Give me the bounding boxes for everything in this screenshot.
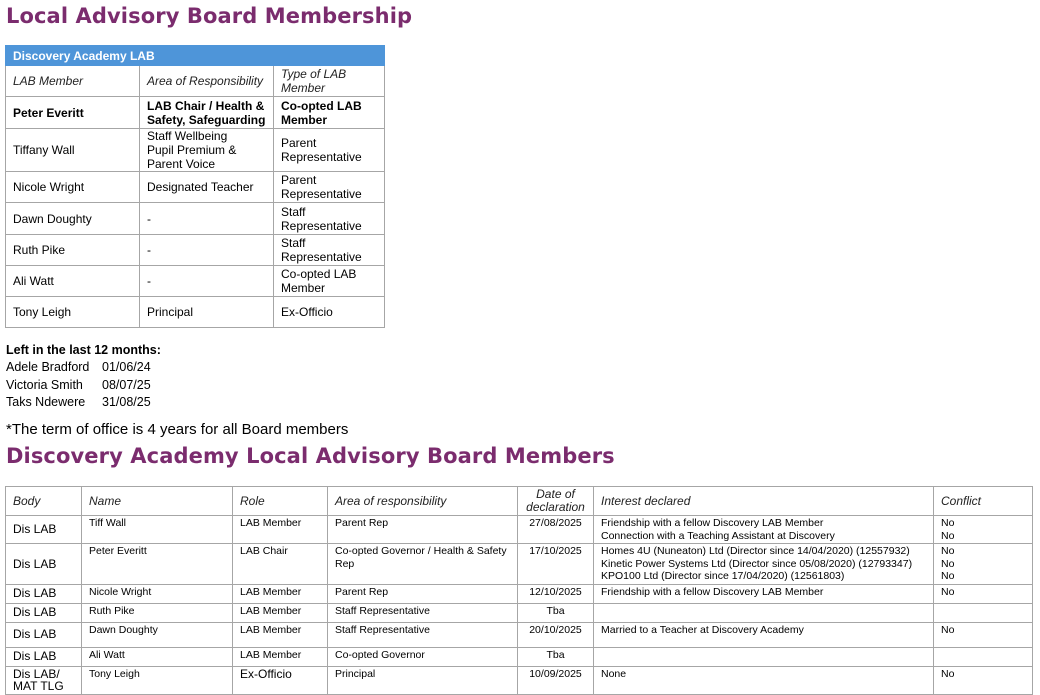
area-cell: Staff Representative: [328, 603, 518, 622]
left-member-date: 01/06/24: [102, 360, 151, 374]
interest-cell: Married to a Teacher at Discovery Academy: [594, 622, 934, 647]
left-member-name: Adele Bradford: [6, 360, 90, 374]
member-name: Nicole Wright: [6, 172, 140, 203]
member-type: Ex-Officio: [274, 297, 385, 328]
list-item: [6, 378, 161, 396]
table-row: [6, 516, 1033, 544]
list-item: [6, 395, 161, 413]
role-cell: LAB Member: [233, 584, 328, 603]
column-header: Conflict: [934, 487, 1033, 516]
member-area: Staff Wellbeing Pupil Premium & Parent Voice: [140, 129, 274, 172]
date-cell: 17/10/2025: [518, 544, 594, 585]
area-cell: Co-opted Governor: [328, 647, 518, 666]
role-cell: LAB Chair: [233, 544, 328, 585]
date-cell: 27/08/2025: [518, 516, 594, 544]
declarations-table: [5, 486, 1033, 695]
table-banner-row: [6, 46, 385, 66]
conflict-cell: No No: [934, 516, 1033, 544]
column-header: Type of LAB Member: [274, 66, 385, 97]
conflict-cell: [934, 647, 1033, 666]
column-header: Area of responsibility: [328, 487, 518, 516]
section-title: Discovery Academy Local Advisory Board Members: [6, 444, 615, 468]
table-header-row: [6, 487, 1033, 516]
member-name: Ali Watt: [6, 266, 140, 297]
member-name: Dawn Doughty: [6, 203, 140, 235]
table-row: [6, 666, 1033, 694]
column-header: LAB Member: [6, 66, 140, 97]
name-cell: Dawn Doughty: [82, 622, 233, 647]
name-cell: Ruth Pike: [82, 603, 233, 622]
member-type: Co-opted LAB Member: [274, 266, 385, 297]
left-member-date: 31/08/25: [102, 395, 151, 409]
member-type: Parent Representative: [274, 172, 385, 203]
table-row: [6, 297, 385, 328]
role-cell: LAB Member: [233, 622, 328, 647]
conflict-cell: No: [934, 622, 1033, 647]
column-header: Area of Responsibility: [140, 66, 274, 97]
term-note: *The term of office is 4 years for all Board members: [6, 421, 349, 438]
member-type: Staff Representative: [274, 235, 385, 266]
interest-cell: [594, 647, 934, 666]
date-cell: 12/10/2025: [518, 584, 594, 603]
name-cell: Tiff Wall: [82, 516, 233, 544]
name-cell: Nicole Wright: [82, 584, 233, 603]
table-row: [6, 544, 1033, 585]
column-header: Name: [82, 487, 233, 516]
conflict-cell: No No No: [934, 544, 1033, 585]
member-type: Staff Representative: [274, 203, 385, 235]
table-row: [6, 647, 1033, 666]
interest-cell: Friendship with a fellow Discovery LAB Member Connection with a Teaching Assistant at Discovery: [594, 516, 934, 544]
list-item: [6, 360, 161, 378]
body-cell: Dis LAB: [6, 603, 82, 622]
table-row: [6, 203, 385, 235]
member-type: Parent Representative: [274, 129, 385, 172]
area-cell: Parent Rep: [328, 584, 518, 603]
member-name: Ruth Pike: [6, 235, 140, 266]
body-cell: Dis LAB: [6, 584, 82, 603]
table-row: [6, 603, 1033, 622]
interest-cell: Friendship with a fellow Discovery LAB Member: [594, 584, 934, 603]
member-area: -: [140, 266, 274, 297]
role-cell: LAB Member: [233, 603, 328, 622]
column-header: Body: [6, 487, 82, 516]
body-cell: Dis LAB: [6, 516, 82, 544]
member-area: Principal: [140, 297, 274, 328]
member-area: LAB Chair / Health & Safety, Safeguarding: [140, 97, 274, 129]
column-header: Role: [233, 487, 328, 516]
member-name: Peter Everitt: [6, 97, 140, 129]
name-cell: Tony Leigh: [82, 666, 233, 694]
member-name: Tony Leigh: [6, 297, 140, 328]
body-cell: Dis LAB: [6, 544, 82, 585]
area-cell: Staff Representative: [328, 622, 518, 647]
role-cell: Ex-Officio: [233, 666, 328, 694]
date-cell: 10/09/2025: [518, 666, 594, 694]
name-cell: Peter Everitt: [82, 544, 233, 585]
left-member-name: Taks Ndewere: [6, 395, 86, 409]
area-cell: Co-opted Governor / Health & Safety Rep: [328, 544, 518, 585]
member-area: -: [140, 203, 274, 235]
table-row: [6, 622, 1033, 647]
body-cell: Dis LAB/ MAT TLG: [6, 666, 82, 694]
table-row: [6, 235, 385, 266]
conflict-cell: No: [934, 584, 1033, 603]
body-cell: Dis LAB: [6, 647, 82, 666]
column-header: Interest declared: [594, 487, 934, 516]
table-row: [6, 97, 385, 129]
interest-cell: [594, 603, 934, 622]
page-title: Local Advisory Board Membership: [6, 4, 413, 28]
date-cell: Tba: [518, 647, 594, 666]
table-row: [6, 172, 385, 203]
interest-cell: None: [594, 666, 934, 694]
conflict-cell: No: [934, 666, 1033, 694]
date-cell: Tba: [518, 603, 594, 622]
body-cell: Dis LAB: [6, 622, 82, 647]
table-header-row: [6, 66, 385, 97]
date-cell: 20/10/2025: [518, 622, 594, 647]
member-name: Tiffany Wall: [6, 129, 140, 172]
left-member-name: Victoria Smith: [6, 377, 83, 392]
member-area: -: [140, 235, 274, 266]
area-cell: Parent Rep: [328, 516, 518, 544]
role-cell: LAB Member: [233, 647, 328, 666]
member-type: Co-opted LAB Member: [274, 97, 385, 129]
left-member-date: 08/07/25: [102, 377, 151, 392]
table-row: [6, 129, 385, 172]
interest-cell: Homes 4U (Nuneaton) Ltd (Director since 14/04/2020) (12557932) Kinetic Power Systems Ltd (Director since 05/08/2020) (12793347) KPO100 Ltd (Director since 17/04/2020) (12561803): [594, 544, 934, 585]
area-cell: Principal: [328, 666, 518, 694]
table-row: [6, 584, 1033, 603]
role-cell: LAB Member: [233, 516, 328, 544]
conflict-cell: [934, 603, 1033, 622]
left-members-section: [6, 343, 161, 413]
name-cell: Ali Watt: [82, 647, 233, 666]
lab-membership-table: [5, 45, 385, 328]
column-header: Date of declaration: [518, 487, 594, 516]
table-row: [6, 266, 385, 297]
member-area: Designated Teacher: [140, 172, 274, 203]
left-members-title: Left in the last 12 months:: [6, 343, 161, 357]
table-banner: Discovery Academy LAB: [6, 46, 385, 66]
